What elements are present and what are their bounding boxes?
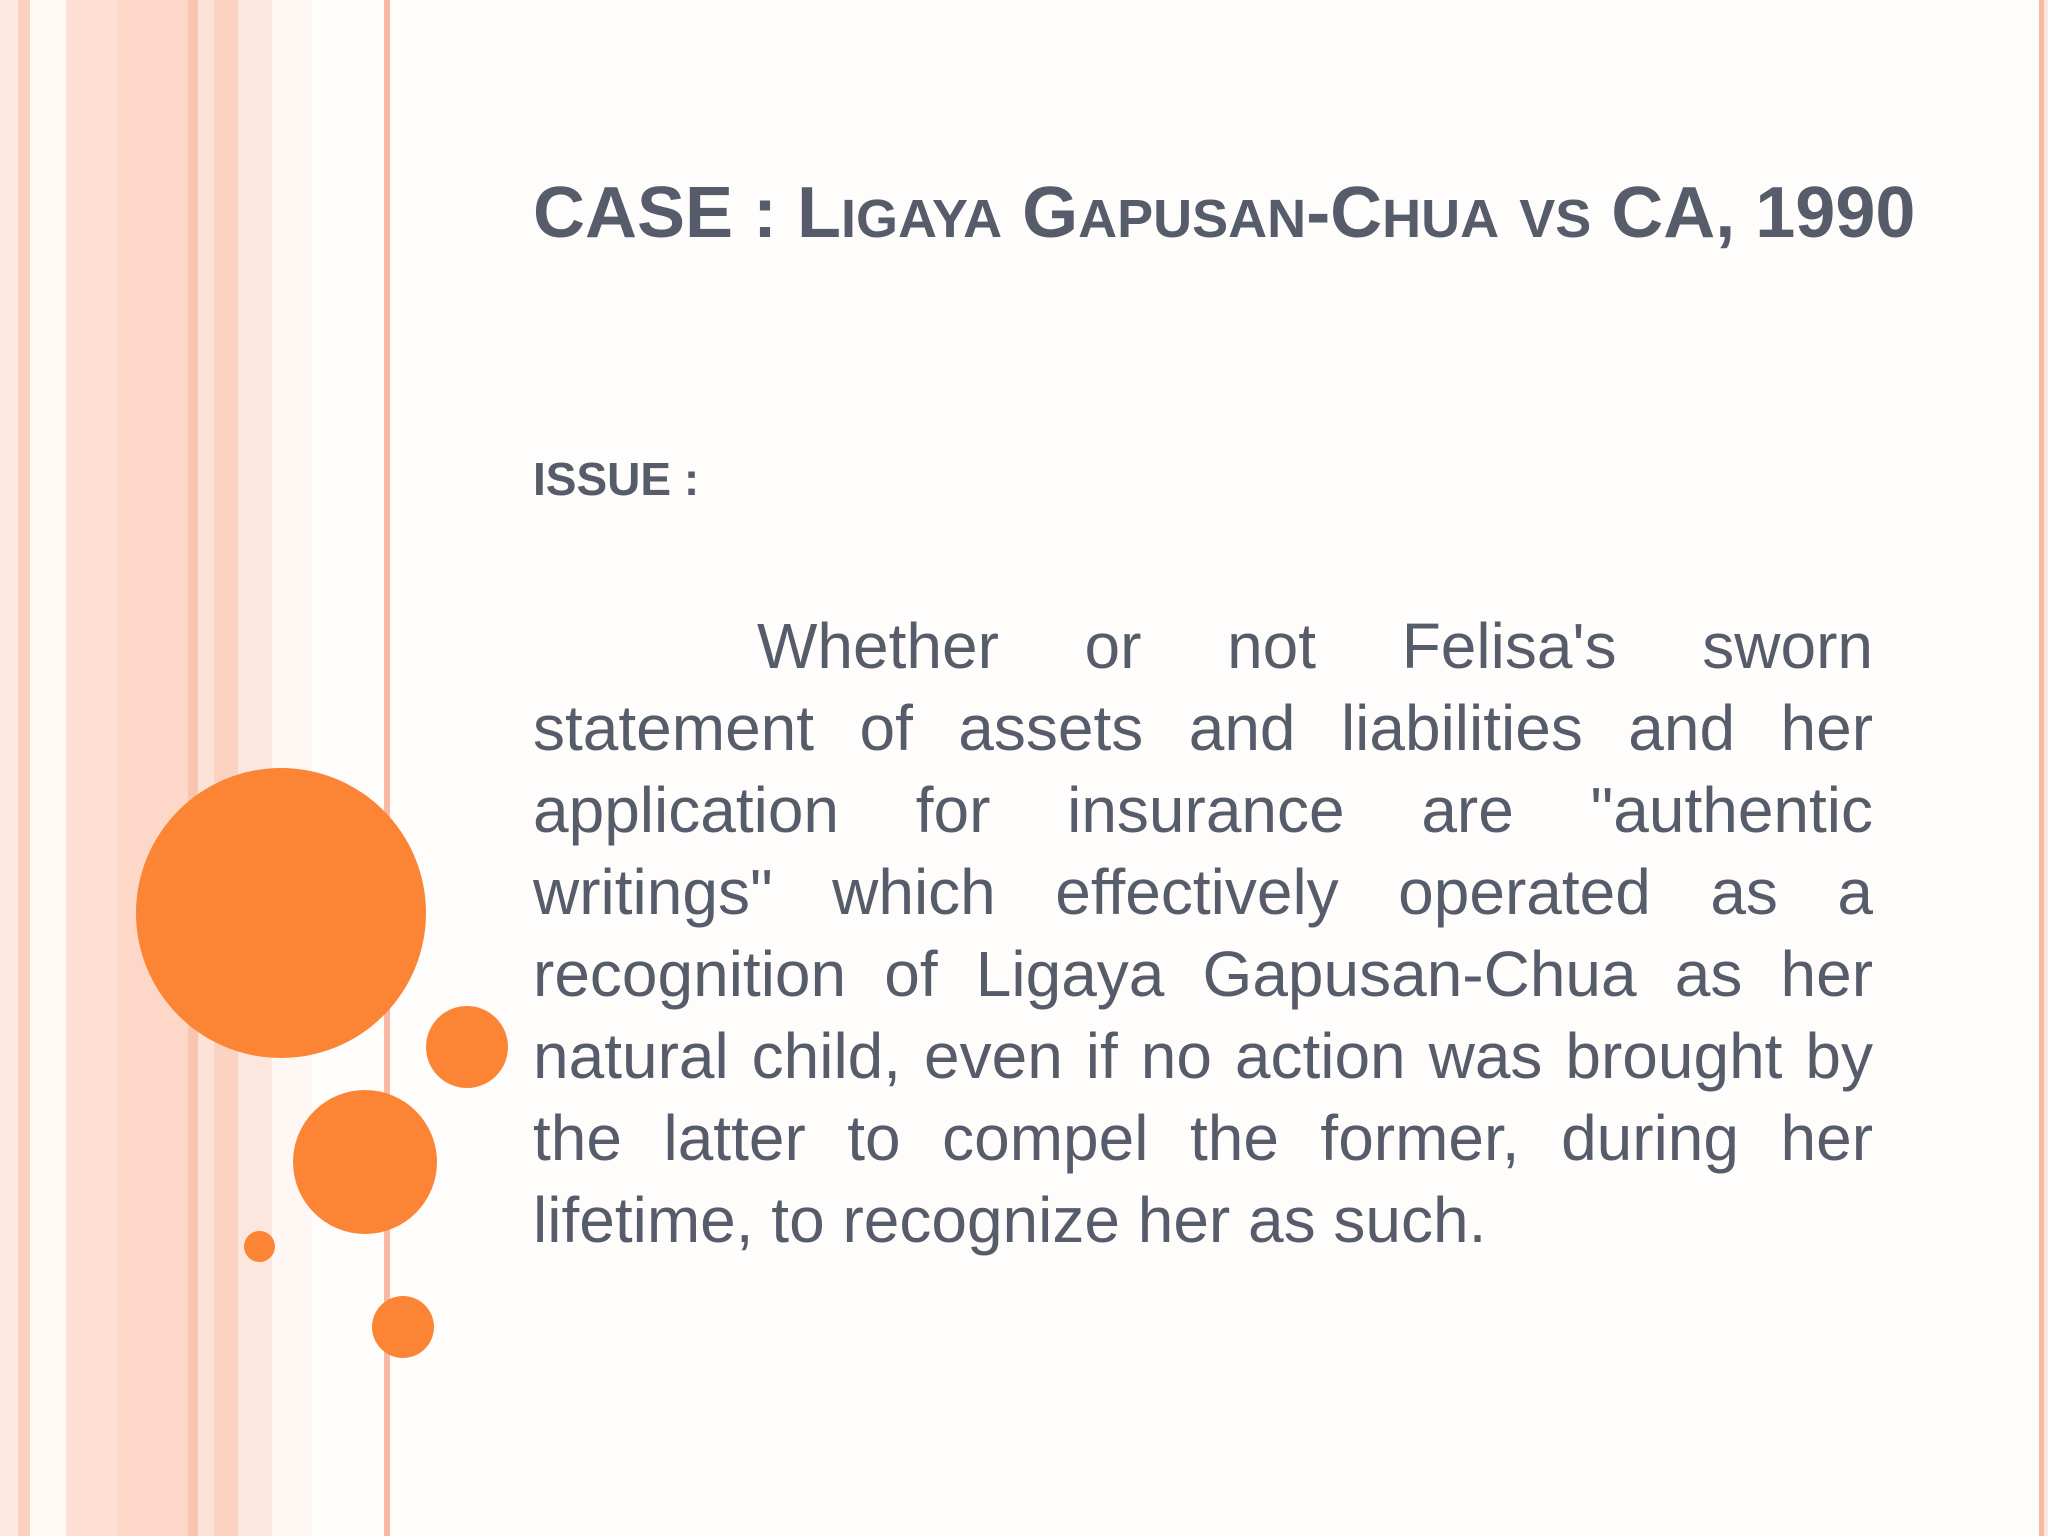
title-smallcaps: IGAYA <box>841 189 1003 249</box>
decorative-stripe <box>198 0 214 1536</box>
decorative-stripe <box>118 0 188 1536</box>
title-hyphen: - <box>1306 173 1331 253</box>
title-cap: C <box>1330 173 1383 253</box>
title-vs: VS <box>1519 189 1592 249</box>
title-smallcaps: APUSAN <box>1078 189 1307 249</box>
decorative-circle-medium <box>293 1090 437 1234</box>
decorative-circle-small <box>426 1006 508 1088</box>
decorative-stripe <box>0 0 18 1536</box>
decorative-circle-tiny <box>244 1231 275 1262</box>
title-smallcaps: HUA <box>1382 189 1500 249</box>
decorative-stripe <box>214 0 238 1536</box>
decorative-circle-small <box>372 1296 434 1358</box>
title-prefix: CASE : <box>533 173 798 253</box>
decorative-circle-large <box>136 768 426 1058</box>
decorative-stripe <box>30 0 66 1536</box>
slide-title <box>533 172 1993 254</box>
title-cap: L <box>797 173 842 253</box>
decorative-right-edge <box>2044 0 2048 1536</box>
title-cap: G <box>1022 173 1079 253</box>
title-suffix: CA, 1990 <box>1611 173 1916 253</box>
issue-heading: ISSUE : <box>533 453 700 505</box>
decorative-stripe <box>188 0 198 1536</box>
decorative-stripe <box>312 0 386 1536</box>
issue-paragraph: Whether or not Felisa's sworn statement of assets and liabilities and her application for insurance are "authentic writings" which effectively operated as a recognition of Ligaya Gapusan-Chua as her natural child, even if no action was brought by the latter to compel the former, during her lifetime, to recognize her as such. <box>533 610 1873 1256</box>
decorative-stripe <box>18 0 30 1536</box>
decorative-stripe <box>66 0 118 1536</box>
